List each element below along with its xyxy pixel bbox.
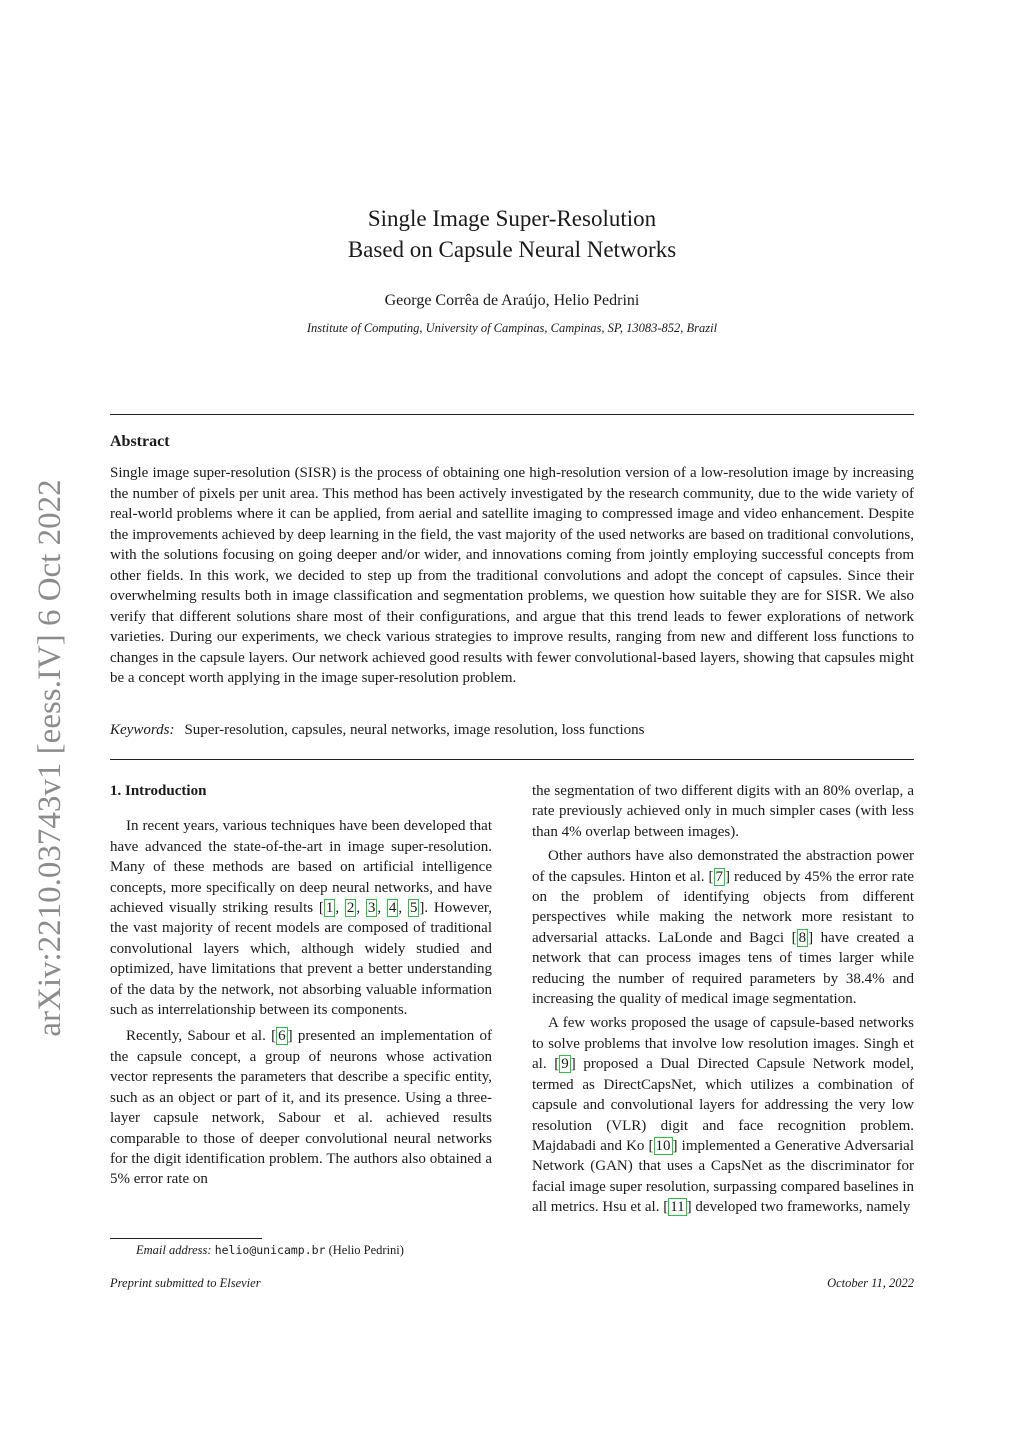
intro-paragraph-1: In recent years, various techniques have been developed that have advanced the state-of-the-art in image super-resolution. Many of these methods are based on artificial intelligence concepts, more specifically on deep neural networks, and have achieved visually striking results [ 1 , 2 , 3 , 4 , 5 ]. However, the vast majority of recent models are composed of traditional convolutional layers which, although widely studied and optimized, have limitations that prevent a better understanding of the data by the network, not absorbing valuable information such as interrelationship between its components. bbox=[110, 818, 493, 1019]
citation-link[interactable]: 7 bbox=[715, 868, 724, 885]
footer-date: October 11, 2022 bbox=[827, 1276, 914, 1290]
right-column bbox=[532, 781, 914, 1218]
citation-link[interactable]: 9 bbox=[561, 1056, 569, 1073]
footnote-name: (Helio Pedrini) bbox=[328, 1243, 404, 1257]
footnote-label: Email address: bbox=[136, 1243, 212, 1257]
citation-link[interactable]: 1 bbox=[325, 900, 334, 917]
citation-link[interactable]: 3 bbox=[367, 900, 376, 917]
footnote-rule bbox=[110, 1238, 262, 1239]
abstract-top-rule bbox=[110, 414, 914, 415]
intro-paragraph-5: A few works proposed the usage of capsule-based networks to solve problems that involve low resolution images. Singh et al. [ 9 ] proposed a Dual Directed Capsule Network model, termed as DirectCapsNet, which utilizes a combination of capsule and convolutional layers for addressing the very low resolution (VLR) digit and face recognition problem. Majdabadi and Ko [ 10 ] implemented a Generative Adversarial Network (GAN) that uses a CapsNet as the discriminator for facial image super resolution, surpassing compared baselines in all metrics. Hsu et al. [ 11 ] developed two frameworks, namely bbox=[532, 1015, 914, 1216]
citation-link[interactable]: 8 bbox=[798, 929, 807, 946]
paper-title bbox=[0, 203, 1024, 265]
footnote bbox=[136, 1243, 404, 1258]
title-line-2: Based on Capsule Neural Networks bbox=[347, 237, 677, 262]
citation-link[interactable]: 5 bbox=[409, 900, 418, 917]
footer-preprint-note: Preprint submitted to Elsevier bbox=[110, 1276, 261, 1290]
arxiv-identifier-stamp: arXiv:2210.03743v1 [eess.IV] 6 Oct 2022 bbox=[32, 479, 68, 1037]
keywords-label: Keywords: bbox=[110, 722, 175, 738]
abstract-heading: Abstract bbox=[110, 433, 170, 450]
intro-paragraph-2: Recently, Sabour et al. [ 6 ] presented an implementation of the capsule concept, a group of neurons whose activation vector represents the parameters that describe a specific entity, such as an object or part of it, and its presence. Using a three-layer capsule network, Sabour et al. achieved results comparable to those of deeper convolutional neural networks for the digit identification problem. The authors also obtained a 5% error rate on bbox=[110, 1028, 492, 1188]
abstract-bottom-rule bbox=[110, 759, 914, 760]
footnote-email[interactable]: helio@unicamp.br bbox=[214, 1243, 326, 1257]
citation-link[interactable]: 10 bbox=[655, 1137, 671, 1154]
citation-link[interactable]: 4 bbox=[388, 900, 397, 917]
citation-link[interactable]: 11 bbox=[670, 1199, 685, 1216]
left-column bbox=[110, 781, 492, 1190]
citation-link[interactable]: 2 bbox=[346, 900, 355, 917]
intro-paragraph-4: Other authors have also demonstrated the abstraction power of the capsules. Hinton et al. [ 7 ] reduced by 45% the error rate on the problem of identifying objects from different perspectives while making the network more resistant to adversarial attacks. LaLonde and Bagci [ 8 ] have created a network that can process images tens of times larger while reducing the number of required parameters by 38.4% and increasing the quality of medical image segmentation. bbox=[532, 848, 915, 1008]
abstract-text: Single image super-resolution (SISR) is the process of obtaining one high-resolution version of a low-resolution image by increasing the number of pixels per unit area. This method has been actively investigated by the research community, due to the wide variety of real-world problems where it can be applied, from aerial and satellite imaging to compressed image and video enhancement. Despite the improvements achieved by deep learning in the field, the vast majority of the used networks are based on traditional convolutions, with the solutions focusing on going deeper and/or wider, and innovations coming from jointly employing successful concepts from other fields. In this work, we decided to step up from the traditional convolutions and adopt the concept of capsules. Since their overwhelming results both in image classification and segmentation problems, we question how suitable they are for SISR. We also verify that different solutions share most of their configurations, and argue that this trend leads to fewer explorations of network varieties. During our experiments, we check various strategies to improve results, ranging from new and different loss functions to changes in the capsule layers. Our network achieved good results with fewer convolutional-based layers, showing that capsules might be a concept worth applying in the image super-resolution problem. bbox=[110, 465, 914, 686]
keywords-text: Super-resolution, capsules, neural networks, image resolution, loss functions bbox=[184, 722, 645, 738]
author-list: George Corrêa de Araújo, Helio Pedrini bbox=[384, 292, 640, 309]
title-line-1: Single Image Super-Resolution bbox=[367, 206, 657, 231]
keywords-line bbox=[110, 722, 914, 739]
citation-link[interactable]: 6 bbox=[278, 1028, 286, 1045]
intro-paragraph-3: the segmentation of two different digits with an 80% overlap, a rate previously achieved only in much simpler cases (with less than 4% overlap between images). bbox=[532, 783, 914, 840]
section-heading-introduction: 1. Introduction bbox=[110, 783, 207, 799]
author-affiliation: Institute of Computing, University of Campinas, Campinas, SP, 13083-852, Brazil bbox=[306, 321, 718, 335]
